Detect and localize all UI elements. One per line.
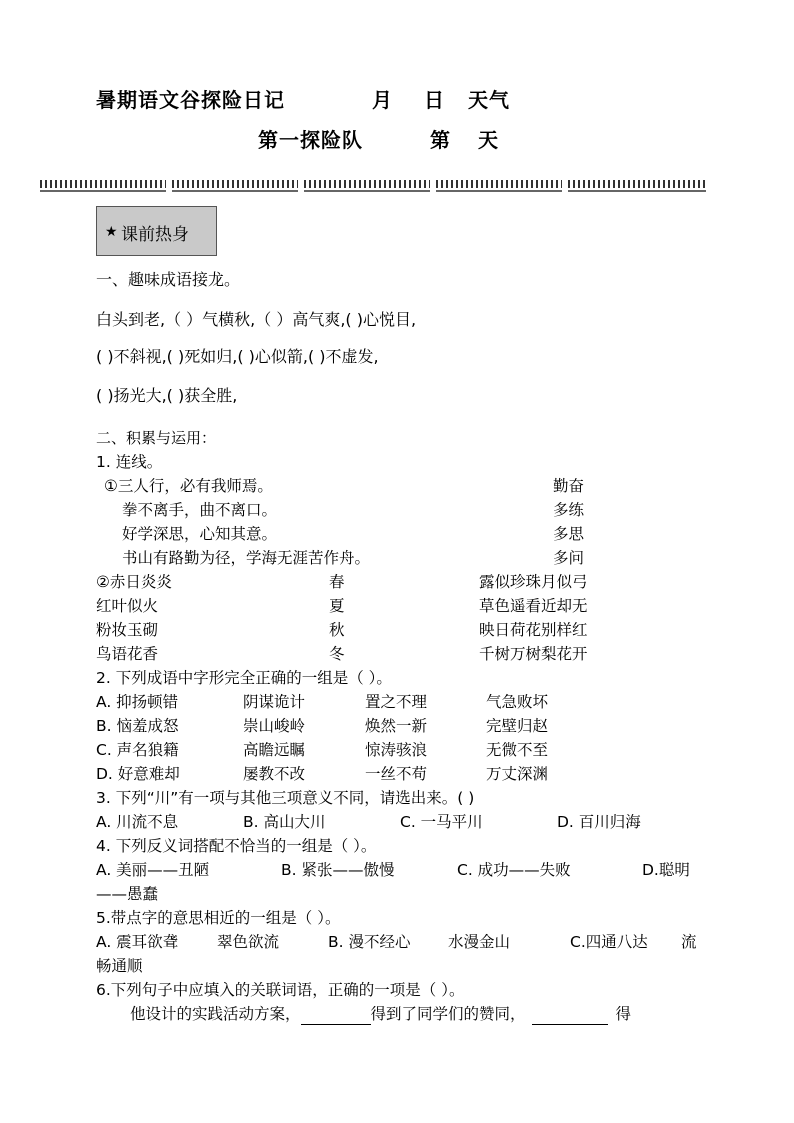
q2-option: 完壁归赵	[486, 717, 549, 735]
q4-stem: 4. 下列反义词搭配不恰当的一组是（ ）。	[96, 837, 377, 855]
match-left-item: ②赤日炎炎	[96, 573, 172, 591]
q5-option: 流	[681, 933, 697, 951]
match-right-item: 千树万树梨花开	[479, 645, 588, 663]
match-right-item: 露似珍珠月似弓	[479, 573, 588, 591]
match-right-item: 勤奋	[553, 477, 585, 495]
q2-option: 一丝不苟	[365, 765, 428, 783]
star-icon: ★	[105, 224, 118, 240]
border-segment	[304, 180, 430, 192]
month-label: 月	[372, 88, 393, 112]
q4-option: B. 紧张——傲慢	[281, 861, 395, 879]
q5-option: A. 震耳欲聋	[96, 933, 179, 951]
q4-wrap: ——愚蠢	[96, 885, 159, 903]
q6-stem: 6.下列句子中应填入的关联词语，正确的一项是（ ）。	[96, 981, 465, 999]
match-left-item: 拳不离手，曲不离口。	[122, 501, 278, 519]
match-left-item: 好学深思，心知其意。	[122, 525, 278, 543]
match-right-item: 草色遥看近却无	[479, 597, 588, 615]
match-left-item: 鸟语花香	[96, 645, 159, 663]
match-right-item: 多练	[553, 501, 585, 519]
idiom-line: ( )不斜视,( )死如归,( )心似箭,( )不虚发,	[96, 347, 379, 366]
match-right-item: 映日荷花别样红	[479, 621, 588, 639]
q4-option: A. 美丽——丑陋	[96, 861, 210, 879]
match-left-item: 红叶似火	[96, 597, 159, 615]
q6-sentence	[130, 1004, 631, 1025]
match-middle-item: 春	[329, 573, 345, 591]
q4-option: D.聪明	[642, 861, 690, 879]
q2-option: 无微不至	[486, 741, 549, 759]
match-middle-item: 夏	[329, 597, 345, 615]
q2-stem: 2. 下列成语中字形完全正确的一组是（ ）。	[96, 669, 392, 687]
q2-option: B. 恼羞成怒	[96, 717, 179, 735]
q3-option: C. 一马平川	[400, 813, 483, 831]
diary-title: 暑期语文谷探险日记	[96, 88, 285, 112]
section1-heading: 一、趣味成语接龙。	[96, 270, 241, 289]
q5-stem: 5.带点字的意思相近的一组是（ ）。	[96, 909, 341, 927]
match-left-item: 书山有路勤为径，学海无涯苦作舟。	[122, 549, 371, 567]
q3-option: D. 百川归海	[557, 813, 641, 831]
answer-blank[interactable]	[532, 1004, 608, 1025]
q5-option: 翠色欲流	[217, 933, 280, 951]
q3-option: A. 川流不息	[96, 813, 179, 831]
q2-option: 焕然一新	[365, 717, 428, 735]
q6-sentence-mid: 得到了同学们的赞同，	[370, 1005, 526, 1023]
match-middle-item: 冬	[329, 645, 345, 663]
match-right-item: 多思	[553, 525, 585, 543]
idiom-line: ( )扬光大,( )获全胜,	[96, 386, 238, 405]
q4-option: C. 成功——失败	[457, 861, 571, 879]
match-left-item: 粉妆玉砌	[96, 621, 159, 639]
border-segment	[436, 180, 562, 192]
q5-wrap: 畅通顺	[96, 957, 143, 975]
q2-option: 万丈深渊	[486, 765, 549, 783]
match-middle-item: 秋	[329, 621, 345, 639]
q2-option: A. 抑扬顿错	[96, 693, 179, 711]
border-segment	[40, 180, 166, 192]
q6-sentence-start: 他设计的实践活动方案，	[130, 1005, 301, 1023]
idiom-line: 白头到老,（ ）气横秋,（ ）高气爽,( )心悦目,	[96, 310, 417, 329]
day-count-suffix: 天	[478, 128, 499, 152]
q2-option: 屡教不改	[243, 765, 306, 783]
day-label: 日	[424, 88, 445, 112]
team-label: 第一探险队	[258, 128, 363, 152]
border-segment	[568, 180, 706, 192]
section2-heading: 二、积累与运用：	[96, 429, 217, 447]
weather-label: 天气	[468, 88, 510, 112]
q2-option: 气急败坏	[486, 693, 549, 711]
warmup-badge	[96, 206, 217, 256]
q2-option: 崇山峻岭	[243, 717, 306, 735]
q5-option: B. 漫不经心	[328, 933, 411, 951]
q2-option: C. 声名狼籍	[96, 741, 179, 759]
q2-option: 置之不理	[365, 693, 428, 711]
border-segment	[172, 180, 298, 192]
day-count-prefix: 第	[430, 128, 451, 152]
q2-option: 高瞻远瞩	[243, 741, 306, 759]
q3-option: B. 高山大川	[243, 813, 326, 831]
q2-option: D. 好意难却	[96, 765, 180, 783]
q2-option: 惊涛骇浪	[365, 741, 428, 759]
q5-option: 水漫金山	[448, 933, 511, 951]
q1-stem: 1. 连线。	[96, 453, 163, 471]
q3-stem: 3. 下列“川”有一项与其他三项意义不同，请选出来。( )	[96, 789, 475, 807]
q6-sentence-end: 得	[615, 1005, 632, 1023]
match-right-item: 多问	[553, 549, 585, 567]
decorative-border	[40, 180, 706, 192]
q2-option: 阴谋诡计	[243, 693, 306, 711]
answer-blank[interactable]	[301, 1004, 371, 1025]
match-left-item: ①三人行，必有我师焉。	[104, 477, 273, 495]
q5-option: C.四通八达	[570, 933, 648, 951]
badge-label: 课前热身	[121, 225, 189, 245]
